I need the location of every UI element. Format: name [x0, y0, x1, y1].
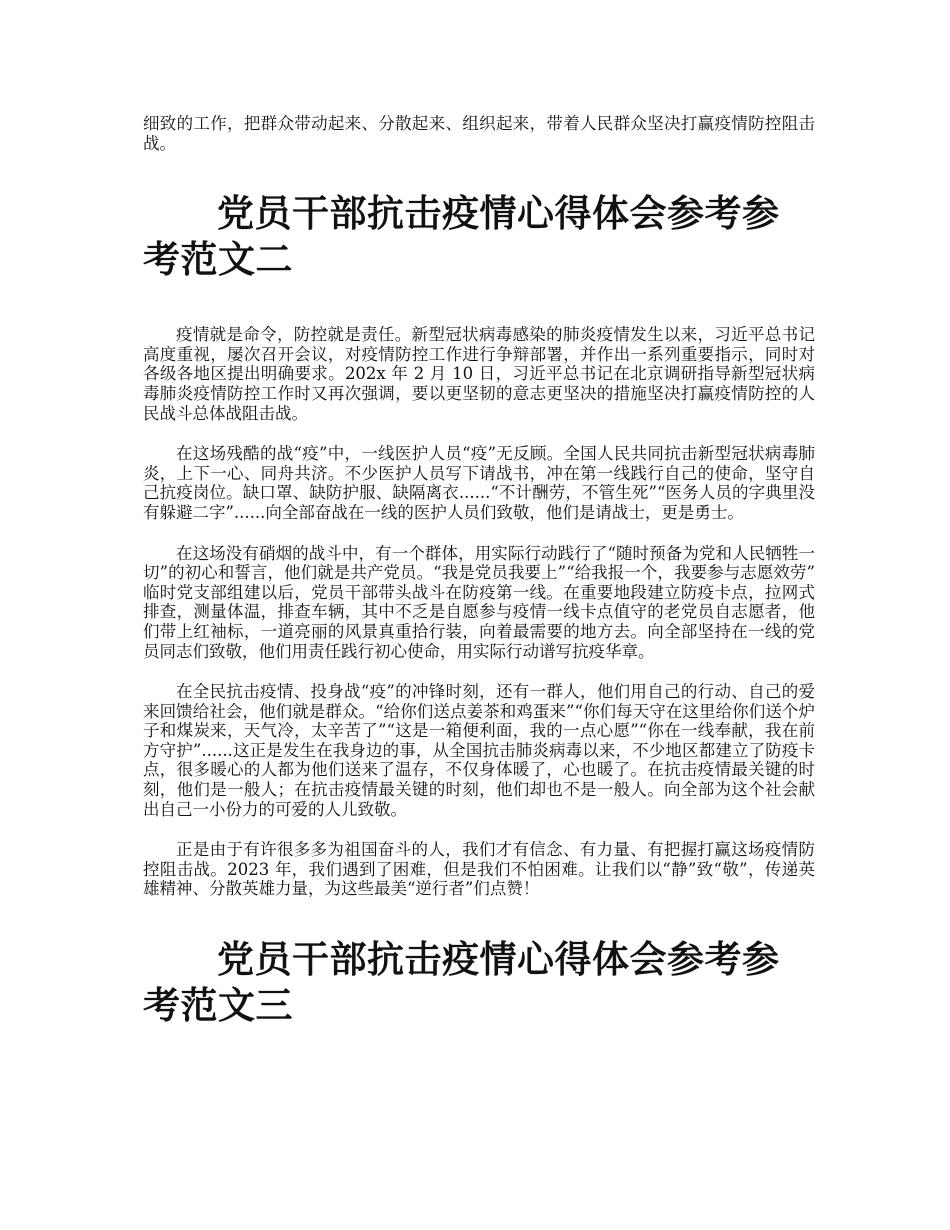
section-2-paragraph-5: 正是由于有许很多多为祖国奋斗的人，我们才有信念、有力量、有把握打赢这场疫情防控阻击战。2023 年，我们遇到了困难，但是我们不怕困难。让我们以“静”致“敬”，传递英雄精神、分散英雄力量，为这些最美“逆行者”们点赞！ — [143, 840, 815, 899]
document-page — [143, 114, 815, 1029]
section-2-paragraph-4: 在全民抗击疫情、投身战“疫”的冲锋时刻，还有一群人，他们用自己的行动、自己的爱来回馈给社会，他们就是群众。“给你们送点姜茶和鸡蛋来”“你们每天守在这里给你们送个炉子和煤炭来，天气冷，太辛苦了”“这是一箱便利面，我的一点心愿”“你在一线奉献，我在前方守护”......这正是发生在我身边的事，从全国抗击肺炎病毒以来，不少地区都建立了防疫卡点，很多暖心的人都为他们送来了温存，不仅身体暖了，心也暖了。在抗击疫情最关键的时刻，他们是一般人；在抗击疫情最关键的时刻，他们却也不是一般人。向全部为这个社会献出自己一小份力的可爱的人儿致敬。 — [143, 682, 815, 819]
section-heading-2: 党员干部抗击疫情心得体会参考参考范文二 — [143, 192, 780, 282]
section-2-paragraph-2: 在这场残酷的战“疫”中，一线医护人员“疫”无反顾。全国人民共同抗击新型冠状病毒肺炎，上下一心、同舟共济。不少医护人员写下请战书，冲在第一线践行自己的使命，坚守自己抗疫岗位。缺口罩、缺防护服、缺隔离衣......“不计酬劳，不管生死”“医务人员的字典里没有躲避二字”......向全部奋战在一线的医护人员们致敬，他们是请战士，更是勇士。 — [143, 444, 815, 522]
paragraph-continued: 细致的工作，把群众带动起来、分散起来、组织起来，带着人民群众坚决打赢疫情防控阻击战。 — [143, 114, 815, 153]
section-2-paragraph-3: 在这场没有硝烟的战斗中，有一个群体，用实际行动践行了“随时预备为党和人民牺牲一切”的初心和誓言，他们就是共产党员。“我是党员我要上”“给我报一个，我要参与志愿效劳”临时党支部组建以后，党员干部带头战斗在防疫第一线。在重要地段建立防疫卡点，拉网式排查，测量体温，排查车辆，其中不乏是自愿参与疫情一线卡点值守的老党员自志愿者，他们带上红袖标，一道亮丽的风景真重拾行装，向着最需要的地方去。向全部坚持在一线的党员同志们致敬，他们用责任践行初心使命，用实际行动谱写抗疫华章。 — [143, 543, 815, 661]
section-heading-3: 党员干部抗击疫情心得体会参考参考范文三 — [143, 938, 780, 1028]
section-2-paragraph-1: 疫情就是命令，防控就是责任。新型冠状病毒感染的肺炎疫情发生以来，习近平总书记高度重视，屡次召开会议，对疫情防控工作进行争辩部署，并作出一系列重要指示，同时对各级各地区提出明确要求。202x 年 2 月 10 日，习近平总书记在北京调研指导新型冠状病毒肺炎疫情防控工作时又再次强调，要以更坚韧的意志更坚决的措施坚决打赢疫情防控的人民战斗总体战阻击战。 — [143, 325, 815, 423]
